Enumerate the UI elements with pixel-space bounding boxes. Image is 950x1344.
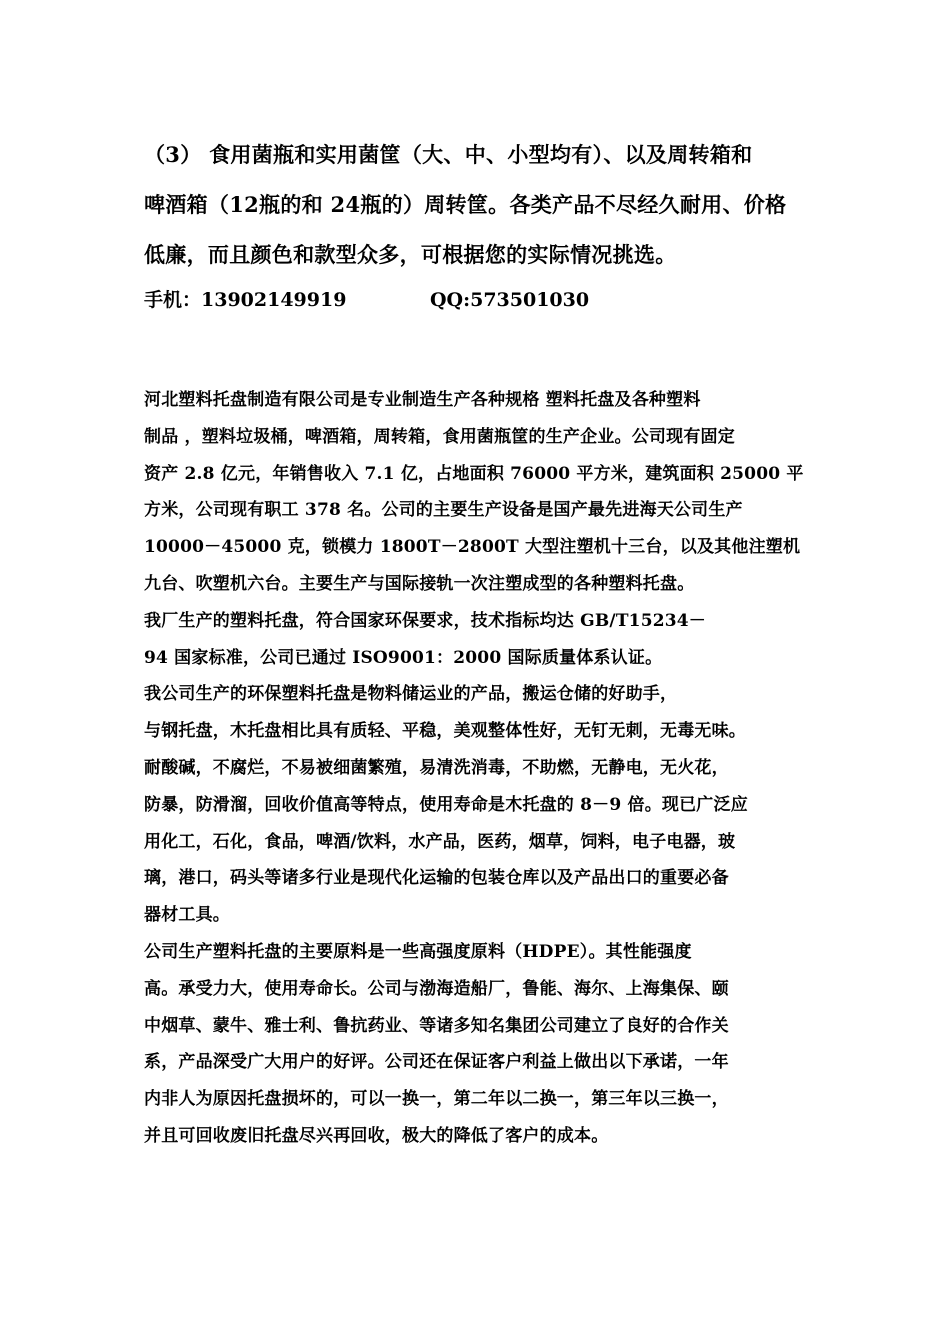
- body-line: 制品 ，塑料垃圾桶，啤酒箱，周转箱，食用菌瓶筐的生产企业。公司现有固定: [144, 426, 735, 447]
- body-line: 防暴，防滑溜，回收价值高等特点，使用寿命是木托盘的 8－9 倍。现已广泛应: [144, 794, 748, 815]
- body-line: 内非人为原因托盘损坏的，可以一换一，第二年以二换一，第三年以三换一，: [144, 1089, 729, 1110]
- intro-line-2: 啤酒箱（12瓶的和 24瓶的）周转筐。各类产品不尽经久耐用、价格: [144, 192, 787, 217]
- body-line: 中烟草、蒙牛、雅士利、鲁抗药业、等诸多知名集团公司建立了良好的合作关: [144, 1015, 729, 1036]
- body-line: 用化工，石化，食品，啤酒/饮料，水产品，医药，烟草，饲料，电子电器，玻: [144, 831, 736, 852]
- body-line: 方米，公司现有职工 378 名。公司的主要生产设备是国产最先进海天公司生产: [144, 500, 743, 521]
- company-description: [144, 382, 834, 1155]
- intro-line-1: （3） 食用菌瓶和实用菌筐（大、中、小型均有）、以及周转箱和: [144, 142, 753, 167]
- contact-qq: QQ:573501030: [430, 289, 590, 311]
- body-line: 10000－45000 克，锁模力 1800T－2800T 大型注塑机十三台，以及其他注塑机: [144, 537, 801, 558]
- intro-line-3: 低廉，而且颜色和款型众多，可根据您的实际情况挑选。: [144, 242, 677, 267]
- body-line: 系，产品深受广大用户的好评。公司还在保证客户利益上做出以下承诺，一年: [144, 1052, 729, 1073]
- contact-phone: 手机：13902149919: [144, 289, 347, 311]
- body-line: 并且可回收废旧托盘尽兴再回收，极大的降低了客户的成本。: [144, 1125, 609, 1146]
- body-line: 耐酸碱，不腐烂，不易被细菌繁殖，易清洗消毒，不助燃，无静电，无火花，: [144, 757, 729, 778]
- product-intro: [144, 130, 824, 280]
- body-line: 资产 2.8 亿元，年销售收入 7.1 亿，占地面积 76000 平方米，建筑面积 25000 平: [144, 463, 804, 484]
- body-line: 公司生产塑料托盘的主要原料是一些高强度原料（HDPE）。其性能强度: [144, 941, 692, 962]
- body-line: 我公司生产的环保塑料托盘是物料储运业的产品，搬运仓储的好助手，: [144, 684, 678, 705]
- body-line: 九台、吹塑机六台。主要生产与国际接轨一次注塑成型的各种塑料托盘。: [144, 573, 695, 594]
- body-line: 与钢托盘，木托盘相比具有质轻、平稳，美观整体性好，无钉无刺，无毒无味。: [144, 721, 746, 742]
- body-line: 璃，港口，码头等诸多行业是现代化运输的包装仓库以及产品出口的重要必备: [144, 868, 729, 889]
- body-line: 94 国家标准，公司已通过 ISO9001：2000 国际质量体系认证。: [144, 647, 663, 668]
- body-line: 河北塑料托盘制造有限公司是专业制造生产各种规格 塑料托盘及各种塑料: [144, 390, 701, 410]
- body-line: 器材工具。: [144, 905, 230, 926]
- body-line: 我厂生产的塑料托盘，符合国家环保要求，技术指标均达 GB/T15234－: [144, 610, 707, 631]
- body-line: 高。承受力大，使用寿命长。公司与渤海造船厂，鲁能、海尔、上海集保、颐: [144, 978, 729, 999]
